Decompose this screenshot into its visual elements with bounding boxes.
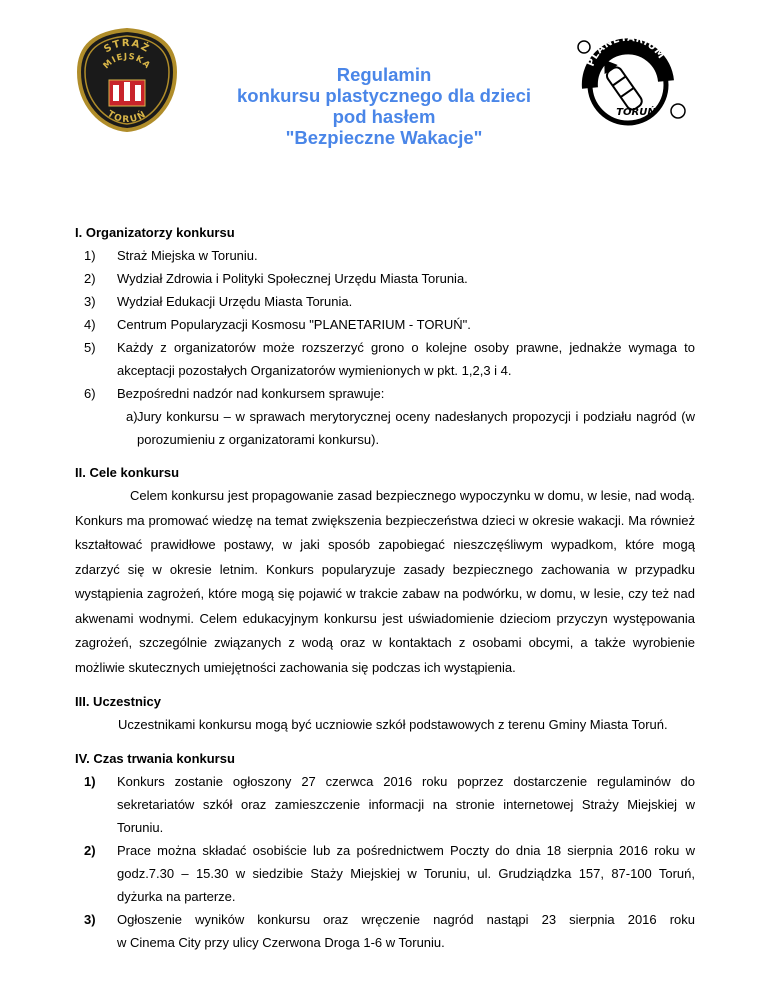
document-title xyxy=(200,64,568,148)
badge-bottom-text: TORUŃ xyxy=(105,109,149,126)
list-text: Konkurs zostanie ogłoszony 27 czerwca 2016 roku poprzez dostarczenie regulaminów do sekretariatów szkół oraz zamieszczenie informacji na stronie internetowej Straży Miejskiej w Toruniu. xyxy=(117,774,695,835)
participants-paragraph: Uczestnikami konkursu mogą być uczniowie szkół podstawowych z terenu Gminy Miasta Toruń. xyxy=(118,717,668,732)
list-item xyxy=(75,244,695,267)
section-participants xyxy=(75,691,695,737)
section-heading: II. Cele konkursu xyxy=(75,465,180,480)
list-text-line: Ogłoszenie wyników konkursu oraz wręczenie nagród nastąpi 23 sierpnia 2016 roku xyxy=(117,912,695,927)
list-number: 4) xyxy=(84,317,96,332)
list-item xyxy=(75,313,695,336)
list-item xyxy=(75,770,695,839)
list-item xyxy=(75,839,695,908)
list-item xyxy=(75,336,695,382)
planetarium-logo-icon xyxy=(570,33,688,133)
section-duration xyxy=(75,748,695,954)
list-item xyxy=(75,290,695,313)
list-text: Każdy z organizatorów może rozszerzyć grono o kolejne osoby prawne, jednakże wymaga to akceptacji pozostałych Organizatorów wymienionych w pkt. 1,2,3 i 4. xyxy=(117,340,695,378)
title-line-4: "Bezpieczne Wakacje" xyxy=(285,127,483,148)
section-heading: I. Organizatorzy konkursu xyxy=(75,225,235,240)
sub-list-item xyxy=(117,405,695,451)
duration-list xyxy=(75,770,695,954)
list-number: 2) xyxy=(84,843,96,858)
title-line-2: konkursu plastycznego dla dzieci xyxy=(236,85,532,106)
section-heading: III. Uczestnicy xyxy=(75,694,161,709)
badge-top-text: STRAŻ xyxy=(102,37,152,56)
list-number: 3) xyxy=(84,294,96,309)
list-number: 1) xyxy=(84,774,96,789)
list-number: 5) xyxy=(84,340,96,355)
section-goals xyxy=(75,462,695,680)
list-text: Prace można składać osobiście lub za pośrednictwem Poczty do dnia 18 sierpnia 2016 roku w godz.7.30 – 15.30 w siedzibie Staży Miejskiej w Toruniu, ul. Grudziądzka 157, 87-100 Toruń, dyżurka na parterze. xyxy=(117,843,695,904)
list-item xyxy=(75,267,695,290)
title-line-1: Regulamin xyxy=(336,64,432,85)
section-organizers xyxy=(75,222,695,451)
planetarium-bottom-text: TORUŃ xyxy=(616,107,656,118)
document-body xyxy=(75,222,695,954)
section-heading: IV. Czas trwania konkursu xyxy=(75,751,235,766)
list-text: Wydział Zdrowia i Polityki Społecznej Urzędu Miasta Torunia. xyxy=(117,271,468,286)
organizers-list xyxy=(75,244,695,451)
list-item xyxy=(75,382,695,451)
list-number: 2) xyxy=(84,271,96,286)
goals-paragraph: Celem konkursu jest propagowanie zasad bezpiecznego wypoczynku w domu, w lesie, nad wodą. Konkurs ma promować wiedzę na temat zwiększenia bezpieczeństwa dzieci w okresie wakacji. Ma również kształtować prawidłowe postawy, w jaki sposób zapobiegać nieszczęśliwym wypadkom, które mogą zdarzyć się w okresie letnim. Konkurs popularyzuje zasady bezpiecznego zachowania w przypadku wystąpienia zagrożeń, które mogą się pojawić w trakcie zabaw na podwórku, w domu, w lesie, czy też nad akwenami wodnymi. Celem edukacyjnym konkursu jest uświadomienie dzieciom przyczyn występowania zagrożeń, szczególnie związanych z wodą oraz w kontaktach z osobami obcymi, a także wyrobienie możliwie skutecznych umiejętności zachowania się podczas ich wystąpienia. xyxy=(75,488,695,675)
list-number: 6) xyxy=(84,386,96,401)
list-text: Centrum Popularyzacji Kosmosu "PLANETARIUM - TORUŃ". xyxy=(117,317,471,332)
title-line-3: pod hasłem xyxy=(332,106,436,127)
list-item xyxy=(75,908,695,954)
list-number: 1) xyxy=(84,248,96,263)
list-text: Bezpośredni nadzór nad konkursem sprawuje: xyxy=(117,386,385,401)
badge-middle-text: MIEJSKA xyxy=(101,51,153,72)
city-guard-badge-icon xyxy=(75,28,179,132)
sub-list-number: a) xyxy=(126,409,138,424)
list-text: Straż Miejska w Toruniu. xyxy=(117,248,258,263)
list-text: Wydział Edukacji Urzędu Miasta Torunia. xyxy=(117,294,353,309)
list-text-line: w Cinema City przy ulicy Czerwona Droga 1-6 w Toruniu. xyxy=(117,935,445,950)
list-number: 3) xyxy=(84,912,96,927)
planetarium-arc-text: PLANETARIUM xyxy=(585,33,667,69)
sub-list-text: Jury konkursu – w sprawach merytorycznej oceny nadesłanych propozycji i podziału nagród (w porozumieniu z organizatorami konkursu). xyxy=(137,409,695,447)
